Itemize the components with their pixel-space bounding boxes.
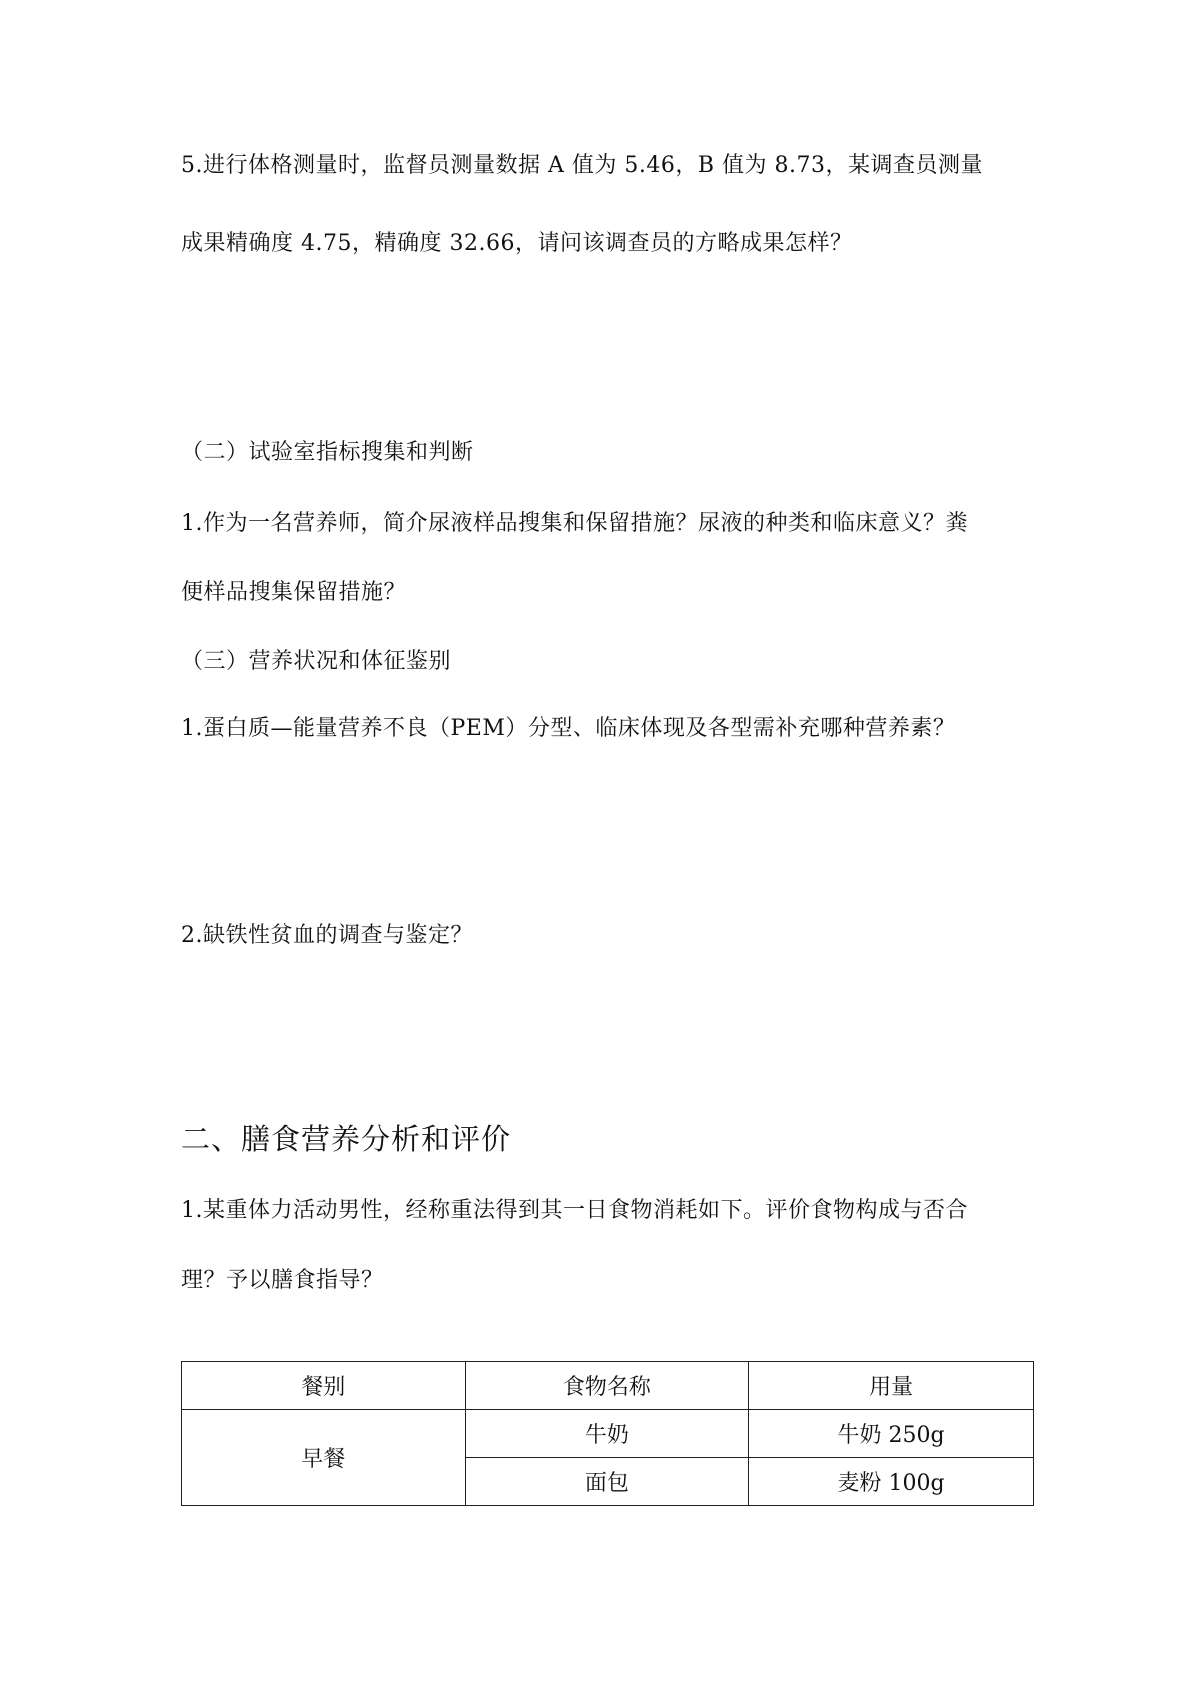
lab-question-1-line-1: 1.作为一名营养师，简介尿液样品搜集和保留措施？尿液的种类和临床意义？粪 [181, 511, 968, 536]
question-5-line-2: 成果精确度 4.75，精确度 32.66，请问该调查员的方略成果怎样？ [181, 231, 853, 256]
lab-section-title: （二）试验室指标搜集和判断 [181, 440, 474, 465]
header-food-name: 食物名称 [465, 1362, 749, 1410]
diet-heading: 二、膳食营养分析和评价 [181, 1122, 512, 1156]
header-meal: 餐别 [182, 1362, 466, 1410]
table-header-row [182, 1362, 1034, 1410]
status-question-1: 1.蛋白质—能量营养不良（PEM）分型、临床体现及各型需补充哪种营养素？ [181, 716, 956, 741]
cell-amount: 麦粉 100g [749, 1458, 1034, 1506]
cell-food: 牛奶 [465, 1410, 749, 1458]
diet-question-1-line-2: 理？予以膳食指导？ [181, 1268, 384, 1293]
question-5-line-1: 5.进行体格测量时，监督员测量数据 A 值为 5.46，B 值为 8.73，某调查员测量 [181, 153, 983, 178]
diet-question-1-line-1: 1.某重体力活动男性，经称重法得到其一日食物消耗如下。评价食物构成与否合 [181, 1198, 968, 1223]
cell-food: 面包 [465, 1458, 749, 1506]
lab-question-1-line-2: 便样品搜集保留措施？ [181, 580, 407, 605]
header-amount: 用量 [749, 1362, 1034, 1410]
status-section-title: （三）营养状况和体征鉴别 [181, 649, 452, 674]
table-row [182, 1410, 1034, 1458]
food-intake-table [181, 1361, 1034, 1506]
status-question-2: 2.缺铁性贫血的调查与鉴定？ [181, 923, 473, 948]
cell-meal-breakfast: 早餐 [182, 1410, 466, 1506]
cell-amount: 牛奶 250g [749, 1410, 1034, 1458]
